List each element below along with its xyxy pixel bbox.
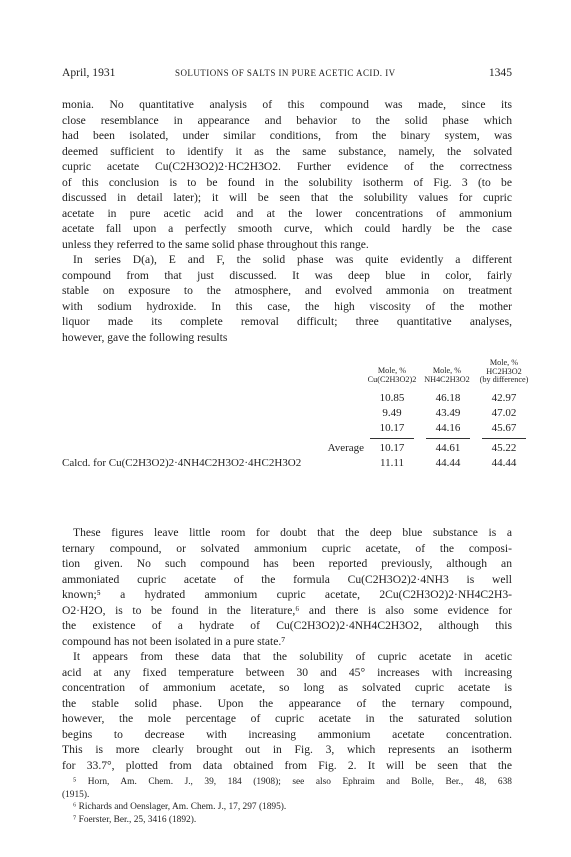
column-header-cu-acetate (362, 367, 422, 384)
table-cell: 44.44 (491, 457, 517, 469)
column-header-line: (by difference) (479, 375, 529, 384)
column-header-line: Mole, % (489, 358, 519, 367)
text-line: These figures leave little room for doubt that the deep blue substance is a (73, 526, 512, 539)
text-line: for 33.7°, plotted from data obtained from Fig. 2. It will be seen that the (62, 758, 512, 772)
footnotes (62, 776, 512, 826)
text-line: monia. No quantitative analysis of this compound was made, since its (62, 98, 512, 111)
text-line: cupric acetate Cu(C2H3O2)2·HC2H3O2. Further evidence of the correctness (62, 160, 512, 173)
table-cell: 10.17 (379, 422, 405, 434)
footnote-6: ⁶ Richards and Oenslager, Am. Chem. J., 17, 297 (1895). (73, 802, 287, 812)
text-line: acetate fall upon a perfectly smooth curve, which could hardly be the case (62, 222, 512, 235)
text-line: the existence of a hydrate of Cu(C2H3O2)2·4NH4C2H3O2, although this (62, 619, 512, 632)
header-title: SOLUTIONS OF SALTS IN PURE ACETIC ACID. IV (175, 68, 396, 78)
paragraph-1 (62, 97, 512, 252)
text-line: the stable solid phase. Upon the appearance of the ternary compound, (62, 696, 512, 710)
text-line: known;⁵ a hydrated ammonium cupric acetate, 2Cu(C2H3O2)2·NH4C2H3- (62, 588, 512, 601)
table-cell: 44.16 (435, 422, 461, 434)
footnote-5-continued: (1915). (62, 789, 90, 800)
text-line: unless they referred to the same solid phase throughout this range. (62, 237, 369, 251)
text-line: of this conclusion is to be found in the solubility isotherm of Fig. 3 (to be (62, 175, 512, 189)
column-header-acetic-acid (474, 359, 534, 385)
column-header-line: Cu(C2H3O2)2 (367, 374, 417, 384)
text-line: O2·H2O, is to be found in the literature,⁶ and there is also some evidence for (62, 603, 512, 617)
footnote-5: ⁵ Horn, Am. Chem. J., 39, 184 (1908); see also Ephraim and Bolle, Ber., 48, 638 (73, 777, 512, 787)
text-line: close resemblance in appearance and behavior to the solid phase which (62, 113, 512, 127)
text-line: with sodium hydroxide. In this case, the high viscosity of the mother (62, 299, 512, 313)
paragraph-4 (62, 649, 512, 773)
text-line: had been isolated, under similar conditions, from the binary system, was (62, 129, 512, 142)
column-header-line: Mole, % (432, 366, 462, 375)
text-line: ammoniated cupric acetate of the formula Cu(C2H3O2)2·4NH3 is well (62, 572, 512, 586)
footnote-7: ⁷ Foerster, Ber., 25, 3416 (1892). (73, 814, 197, 825)
header-date: April, 1931 (62, 66, 116, 79)
text-line: acid at any fixed temperature between 30 and 45° increases with increasing (62, 665, 512, 679)
running-header (62, 66, 512, 80)
text-line: ternary compound, or solvated ammonium cupric acetate, of the composi- (62, 541, 512, 555)
paragraph-3 (62, 525, 512, 649)
text-line: compound has not been isolated in a pure state.⁷ (62, 634, 286, 648)
text-line: concentration of ammonium acetate, so long as solvated cupric acetate is (62, 681, 512, 694)
table-cell: 46.18 (435, 392, 461, 404)
text-line: It appears from these data that the solubility of cupric acetate in acetic (73, 650, 512, 663)
table-cell: 44.61 (435, 442, 461, 454)
table-cell: 45.67 (491, 422, 517, 434)
text-line: begins to decrease with increasing ammonium acetate concentration. (62, 727, 512, 741)
table-cell: 45.22 (491, 442, 517, 454)
text-line: deemed sufficient to identify it as the same substance, namely, the solvated (62, 144, 512, 158)
text-line: acetate in pure acetic acid and at the lower concentrations of ammonium (62, 206, 512, 220)
table-cell: 10.17 (379, 442, 405, 454)
paragraph-2 (62, 252, 512, 345)
column-header-line: NH4C2H3O2 (424, 374, 470, 384)
sum-rule (482, 438, 526, 439)
column-header-line: Mole, % (377, 366, 407, 375)
text-line: however, the mole percentage of cupric acetate in the saturated solution (62, 712, 512, 725)
table-cell: 11.11 (380, 457, 404, 469)
table-cell: 44.44 (435, 457, 461, 469)
table-cell: 9.49 (382, 407, 402, 419)
page-number: 1345 (488, 66, 512, 79)
text-line: however, gave the following results (62, 330, 228, 344)
text-line: In series D(a), E and F, the solid phase was quite evidently a different (73, 253, 512, 266)
sum-rule (370, 438, 414, 439)
text-line: discussed in detail later); it will be seen that the solubility values for cupric (62, 191, 512, 204)
text-line: tion given. No such compound has been reported previously, although an (62, 557, 512, 570)
calculated-label: Calcd. for Cu(C2H3O2)2·4NH4C2H3O2·4HC2H3O2 (62, 457, 302, 469)
analysis-table (62, 358, 529, 514)
text-line: liquor made its complete removal difficult; three quantitative analyses, (62, 315, 512, 328)
table-cell: 42.97 (491, 392, 517, 404)
table-cell: 10.85 (379, 392, 405, 404)
column-header-nh4-acetate (414, 367, 480, 384)
table-cell: 47.02 (491, 407, 517, 419)
text-line: This is more clearly brought out in Fig. 3, which represents an isotherm (62, 743, 512, 756)
text-line: stable on exposure to the atmosphere, and evolved ammonia on treatment (62, 284, 512, 297)
sum-rule (426, 438, 470, 439)
average-label: Average (327, 442, 364, 454)
text-line: compound from that just discussed. It was deep blue in color, fairly (62, 268, 512, 282)
column-header-line: HC2H3O2 (486, 366, 522, 376)
table-cell: 43.49 (435, 407, 461, 419)
